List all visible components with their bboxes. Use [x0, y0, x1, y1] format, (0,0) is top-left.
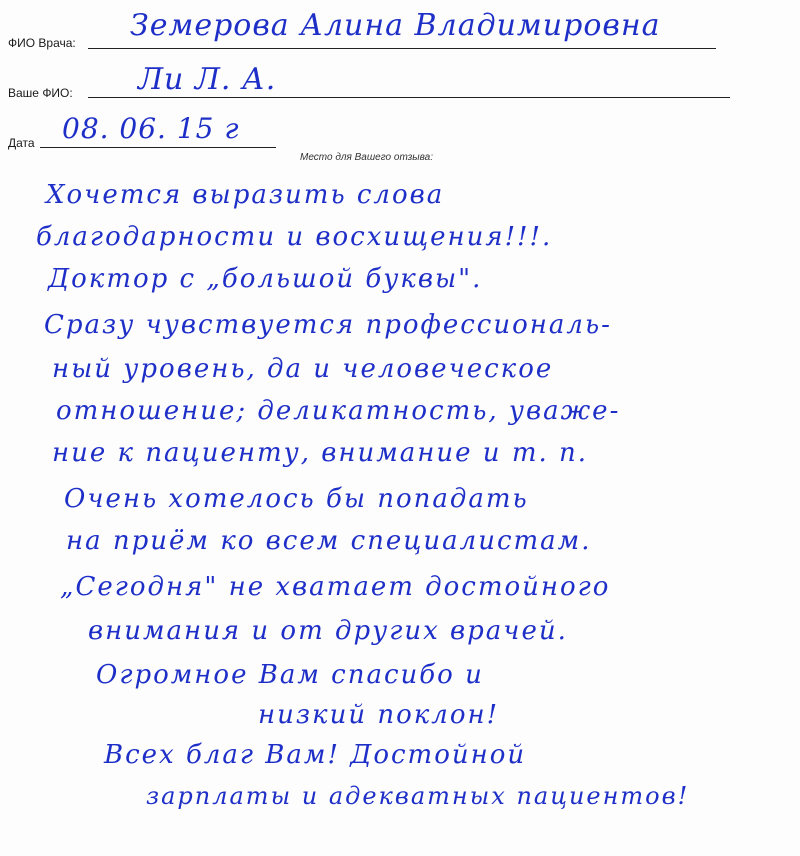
review-line: Огромное Вам спасибо и	[96, 660, 484, 690]
review-line: благодарности и восхищения!!!.	[36, 222, 553, 252]
review-line: Доктор с „большой буквы".	[48, 264, 483, 294]
date-label: Дата	[8, 136, 35, 150]
review-line: ние к пациенту, внимание и т. п.	[52, 438, 589, 468]
doctor-name-label: ФИО Врача:	[8, 36, 76, 50]
date-underline	[40, 147, 276, 148]
review-line: ный уровень, да и человеческое	[52, 354, 554, 384]
review-line: отношение; деликатность, уваже-	[56, 396, 621, 426]
doctor-name-underline	[88, 48, 716, 49]
patient-name-value: Ли Л. А.	[138, 62, 277, 97]
review-line: „Сегодня" не хватает достойного	[60, 572, 611, 602]
review-line: Всех благ Вам! Достойной	[104, 740, 527, 770]
review-line: внимания и от других врачей.	[88, 616, 568, 646]
date-value: 08. 06. 15 г	[62, 112, 240, 145]
review-line: Очень хотелось бы попадать	[64, 484, 529, 514]
review-line: зарплаты и адекватных пациентов!	[146, 782, 690, 810]
review-line: на приём ко всем специалистам.	[66, 526, 592, 556]
review-line: низкий поклон!	[258, 700, 500, 730]
patient-name-label: Ваше ФИО:	[8, 86, 73, 100]
patient-name-underline	[88, 97, 730, 98]
doctor-name-value: Земерова Алина Владимировна	[130, 8, 661, 43]
review-caption: Место для Вашего отзыва:	[300, 152, 434, 163]
review-line: Хочется выразить слова	[46, 180, 445, 210]
review-line: Сразу чувствуется профессиональ-	[44, 310, 612, 340]
